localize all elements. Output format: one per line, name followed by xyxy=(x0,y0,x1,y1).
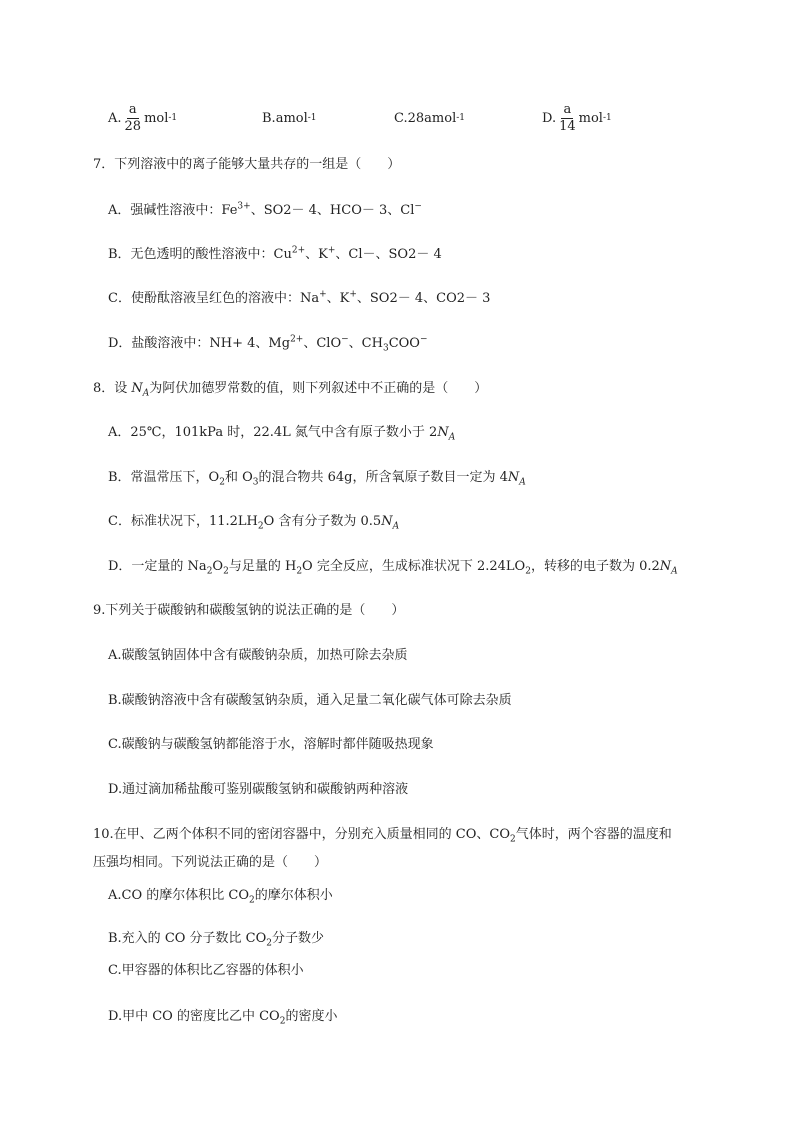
q10-stem-line2: 压强均相同。下列说法正确的是（ ） xyxy=(93,855,328,870)
q9-option-c: C.碳酸钠与碳酸氢钠都能溶于水，溶解时都伴随吸热现象 xyxy=(108,737,434,752)
q8-option-a: A．25℃，101kPa 时，22.4L 氮气中含有原子数小于 $2N_A$ xyxy=(108,425,456,443)
q9-option-d: D.通过滴加稀盐酸可鉴别碳酸氢钠和碳酸钠两种溶液 xyxy=(108,782,409,797)
q7-option-c: C．使酚酞溶液呈红色的溶液中：Na+、K+、SO2－ 4、CO2－ 3 xyxy=(108,289,491,306)
q10-stem-line1: 10.在甲、乙两个体积不同的密闭容器中，分别充入质量相同的 CO、$CO_2$气体时，两个容器的温度和 xyxy=(93,827,672,845)
fraction: $\frac{a}{14}$ xyxy=(559,101,576,134)
q6-options xyxy=(0,98,794,138)
q8-option-d: D．一定量的 $Na_2O_2$与足量的 $H_2O$ 完全反应，生成标准状况下 $2.24LO_2$，转移的电子数为 $0.2N_A$ xyxy=(108,559,678,577)
q7-option-d: D．盐酸溶液中：NH+ 4、$Mg^{2+}$、ClO−、$CH_3COO^-$ xyxy=(108,334,428,354)
q6-option-c: C. 28amol -1 xyxy=(394,110,466,126)
q7-option-b: B．无色透明的酸性溶液中：$Cu^{2+}$、K+、Cl－、SO2－ 4 xyxy=(108,245,442,262)
q6-option-b: B. amol -1 xyxy=(262,110,317,126)
fraction: $\frac{a}{28}$ xyxy=(124,101,142,134)
q8-stem: 8．设 $N_A$为阿伏加德罗常数的值，则下列叙述中不正确的是（ ） xyxy=(93,381,488,399)
q9-stem: 9.下列关于碳酸钠和碳酸氢钠的说法正确的是（ ） xyxy=(93,603,405,618)
q9-option-a: A.碳酸氢钠固体中含有碳酸钠杂质，加热可除去杂质 xyxy=(108,648,408,663)
q10-option-a: A.CO 的摩尔体积比 $CO_2$的摩尔体积小 xyxy=(108,888,333,906)
q7-option-a: A．强碱性溶液中：$Fe^{3+}$、SO2－ 4、HCO－ 3、Cl− xyxy=(108,201,422,218)
q9-option-b: B.碳酸钠溶液中含有碳酸氢钠杂质，通入足量二氧化碳气体可除去杂质 xyxy=(108,693,512,708)
q8-option-c: C．标准状况下，$11.2LH_2O$ 含有分子数为 $0.5N_A$ xyxy=(108,514,400,532)
q7-stem: 7．下列溶液中的离子能够大量共存的一组是（ ） xyxy=(93,157,401,172)
q10-option-d: D.甲中 CO 的密度比乙中 $CO_2$的密度小 xyxy=(108,1009,338,1027)
q6-option-a: A. $\frac{a}{28}$ mol -1 xyxy=(108,101,178,134)
q10-option-c: C.甲容器的体积比乙容器的体积小 xyxy=(108,963,304,978)
q8-option-b: B．常温常压下，$O_2$和 $O_3$的混合物共 64g，所含氧原子数目一定为 $4N_A$ xyxy=(108,470,526,488)
q10-option-b: B.充入的 CO 分子数比 $CO_2$分子数少 xyxy=(108,931,325,949)
q6-option-d: D. $\frac{a}{14}$ mol -1 xyxy=(542,101,612,134)
